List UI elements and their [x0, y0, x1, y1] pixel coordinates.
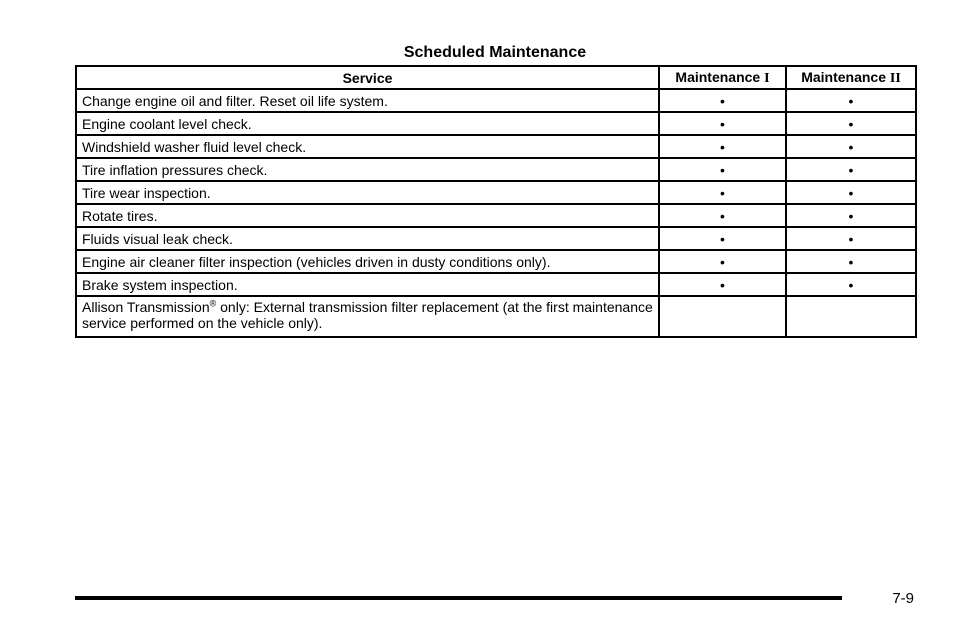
table-row — [76, 227, 916, 250]
table-title: Scheduled Maintenance — [403, 44, 587, 61]
maintenance-1-mark: • — [659, 181, 786, 204]
table-row — [76, 89, 916, 112]
maintenance-1-mark: • — [659, 112, 786, 135]
maintenance-2-mark: • — [786, 158, 916, 181]
service-cell: Engine air cleaner filter inspection (vehicles driven in dusty conditions only). — [76, 250, 659, 273]
service-cell: Tire inflation pressures check. — [76, 158, 659, 181]
maintenance-1-mark: • — [659, 135, 786, 158]
header-maintenance-1-roman: I — [764, 70, 770, 86]
table-row — [76, 112, 916, 135]
service-cell: Fluids visual leak check. — [76, 227, 659, 250]
footer-rule — [75, 596, 842, 600]
table-row — [76, 204, 916, 227]
table-row — [76, 158, 916, 181]
service-cell: Engine coolant level check. — [76, 112, 659, 135]
table-row — [76, 181, 916, 204]
maintenance-1-mark: • — [659, 204, 786, 227]
service-text-part1: Allison Transmission — [82, 299, 210, 315]
header-maintenance-1 — [659, 66, 786, 89]
header-maintenance-1-prefix: Maintenance — [675, 68, 765, 85]
header-maintenance-2-prefix: Maintenance — [801, 68, 890, 85]
table-row — [76, 273, 916, 296]
maintenance-2-mark: • — [786, 250, 916, 273]
maintenance-1-mark: • — [659, 250, 786, 273]
service-text-part2: only: External transmission filter replacement (at the first maintenance service performed on the vehicle only). — [82, 299, 653, 331]
maintenance-2-mark — [786, 296, 916, 337]
header-service: Service — [76, 66, 659, 89]
maintenance-1-mark: • — [659, 227, 786, 250]
registered-mark: ® — [209, 298, 217, 309]
scheduled-maintenance-table — [75, 65, 917, 338]
service-cell: Change engine oil and filter. Reset oil life system. — [76, 89, 659, 112]
table-row — [76, 296, 916, 337]
maintenance-2-mark: • — [786, 112, 916, 135]
maintenance-2-mark: • — [786, 273, 916, 296]
header-row — [76, 66, 916, 89]
maintenance-2-mark: • — [786, 181, 916, 204]
header-maintenance-2 — [786, 66, 916, 89]
maintenance-2-mark: • — [786, 89, 916, 112]
maintenance-1-mark — [659, 296, 786, 337]
header-maintenance-2-roman: II — [889, 70, 901, 86]
service-cell: Rotate tires. — [76, 204, 659, 227]
maintenance-1-mark: • — [659, 273, 786, 296]
service-cell: Brake system inspection. — [76, 273, 659, 296]
maintenance-1-mark: • — [659, 89, 786, 112]
page-number: 7-9 — [892, 590, 914, 607]
table-row — [76, 250, 916, 273]
service-cell: Tire wear inspection. — [76, 181, 659, 204]
maintenance-2-mark: • — [786, 204, 916, 227]
maintenance-2-mark: • — [786, 135, 916, 158]
maintenance-2-mark: • — [786, 227, 916, 250]
maintenance-1-mark: • — [659, 158, 786, 181]
table-row — [76, 135, 916, 158]
service-cell — [76, 296, 659, 337]
service-cell: Windshield washer fluid level check. — [76, 135, 659, 158]
